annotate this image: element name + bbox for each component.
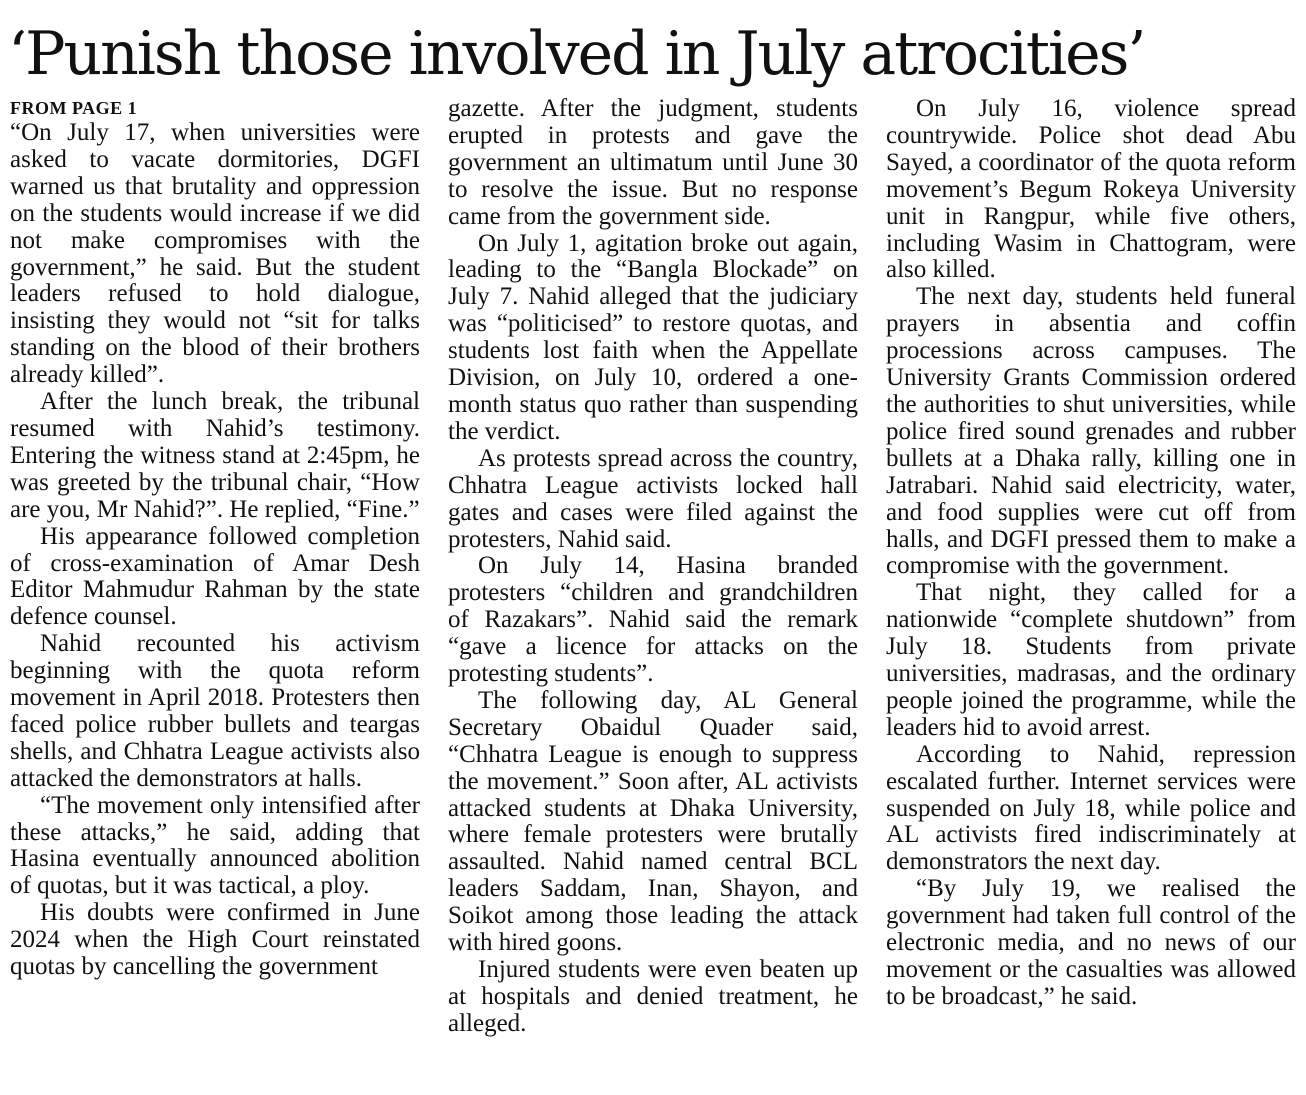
paragraph: His doubts were confirmed in June 2024 when the High Court reinstated quotas by cancelling the government	[10, 899, 420, 981]
article-column-1	[10, 96, 420, 981]
paragraph: gazette. After the judgment, students erupted in protests and gave the government an ultimatum until June 30 to resolve the issue. But no response came from the government side.	[448, 95, 858, 230]
paragraph: On July 14, Hasina branded protesters “children and grandchildren of Razakars”. Nahid said the remark “gave a licence for attacks on the protesting students”.	[448, 552, 858, 688]
article-column-2	[448, 96, 858, 1038]
paragraph: “On July 17, when universities were asked to vacate dormitories, DGFI warned us that brutality and oppression on the students would increase if we did not make compromises with the government,” he said. But the student leaders refused to hold dialogue, insisting they would not “sit for talks standing on the blood of their brothers already killed”.	[10, 119, 420, 389]
kicker-from-page: FROM PAGE 1	[10, 98, 138, 118]
paragraph: That night, they called for a nationwide “complete shutdown” from July 18. Students from private universities, madrasas, and the ordinary people joined the programme, while the leaders hid to avoid arrest.	[886, 579, 1296, 741]
paragraph: According to Nahid, repression escalated further. Internet services were suspended on July 18, while police and AL activists fired indiscriminately at demonstrators the next day.	[886, 740, 1296, 876]
paragraph: The following day, AL General Secretary Obaidul Quader said, “Chhatra League is enough to suppress the movement.” Soon after, AL activists attacked students at Dhaka University, where female protesters were brutally assaulted. Nahid named central BCL leaders Saddam, Inan, Shayon, and Soikot among those leading the attack with hired goons.	[448, 686, 858, 957]
paragraph: On July 16, violence spread countrywide. Police shot dead Abu Sayed, a coordinator of the quota reform movement’s Begum Rokeya University unit in Rangpur, while five others, including Wasim in Chattogram, were also killed.	[886, 95, 1296, 284]
paragraph: His appearance followed completion of cross-examination of Amar Desh Editor Mahmudur Rahman by the state defence counsel.	[10, 522, 420, 631]
paragraph: “By July 19, we realised the government had taken full control of the electronic media, and no news of our movement or the casualties was allowed to be broadcast,” he said.	[886, 875, 1296, 1010]
paragraph: “The movement only intensified after these attacks,” he said, adding that Hasina eventually announced abolition of quotas, but it was tactical, a ploy.	[10, 791, 420, 900]
article-column-3	[886, 96, 1296, 1011]
paragraph: Nahid recounted his activism beginning with the quota reform movement in April 2018. Protesters then faced police rubber bullets and teargas shells, and Chhatra League activists also attacked the demonstrators at halls.	[10, 630, 420, 792]
paragraph: The next day, students held funeral prayers in absentia and coffin processions across campuses. The University Grants Commission ordered the authorities to shut universities, while police fired sound grenades and rubber bullets at a Dhaka rally, killing one in Jatrabari. Nahid said electricity, water, and food supplies were cut off from halls, and DGFI pressed them to make a compromise with the government.	[886, 283, 1296, 580]
paragraph: As protests spread across the country, Chhatra League activists locked hall gates and cases were filed against the protesters, Nahid said.	[448, 444, 858, 553]
paragraph: Injured students were even beaten up at hospitals and denied treatment, he alleged.	[448, 956, 858, 1037]
paragraph: On July 1, agitation broke out again, leading to the “Bangla Blockade” on July 7. Nahid alleged that the judiciary was “politicised” to restore quotas, and students lost faith when the Appellate Division, on July 10, ordered a one-month status quo rather than suspending the verdict.	[448, 229, 858, 445]
headline: ‘Punish those involved in July atrocities’	[8, 19, 1145, 89]
paragraph: After the lunch break, the tribunal resumed with Nahid’s testimony. Entering the witness stand at 2:45pm, he was greeted by the tribunal chair, “How are you, Mr Nahid?”. He replied, “Fine.”	[10, 388, 420, 523]
